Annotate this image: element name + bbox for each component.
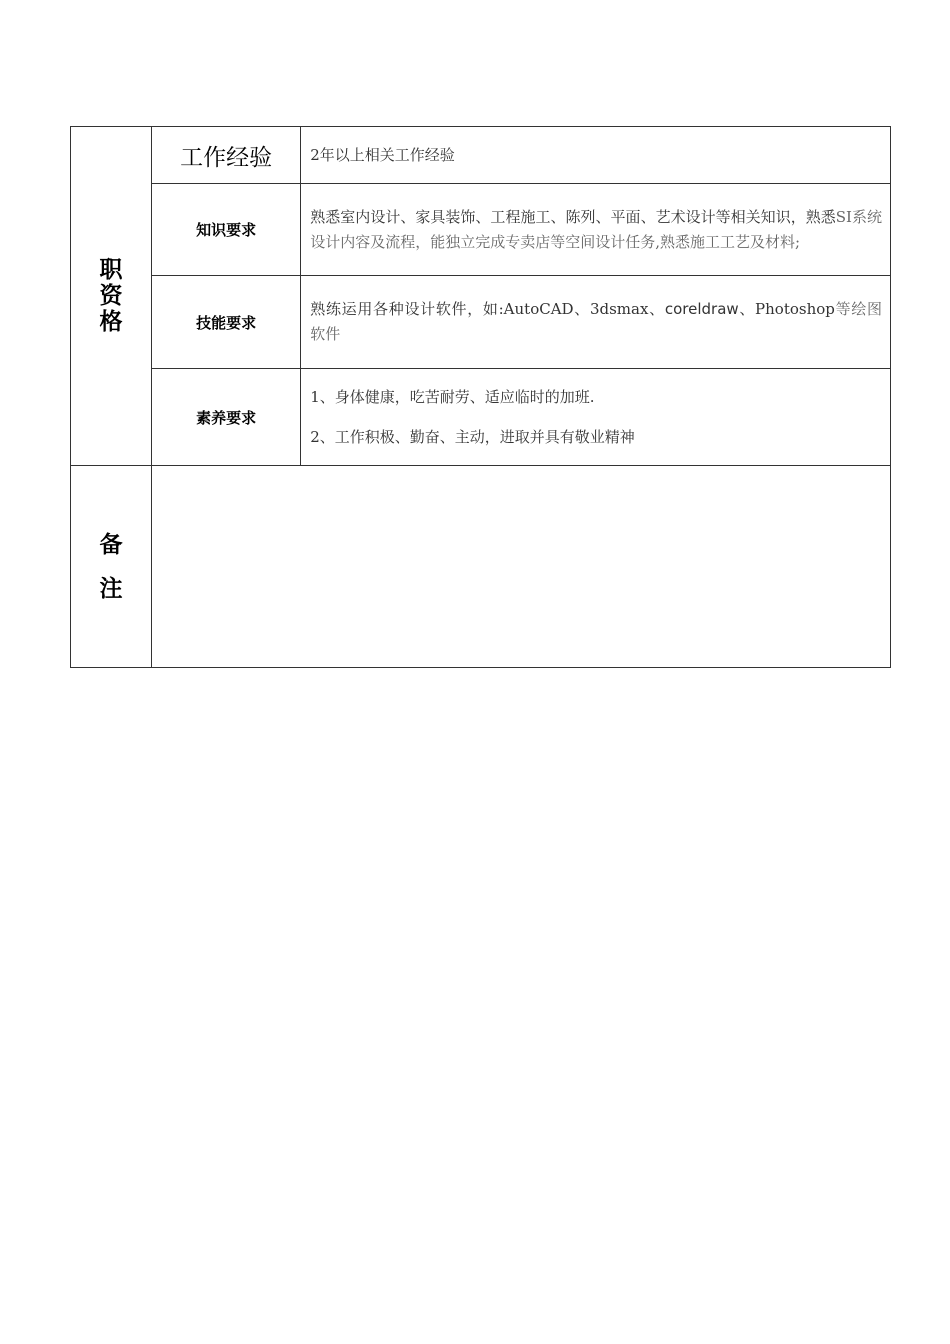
table-row bbox=[71, 369, 891, 466]
label-skills: 技能要求 bbox=[152, 276, 301, 369]
label-quality: 素养要求 bbox=[152, 369, 301, 466]
section-title-remark: 备 注 bbox=[71, 466, 152, 668]
label-work-experience: 工作经验 bbox=[152, 127, 301, 184]
qualification-table bbox=[70, 126, 891, 668]
value-skills: 熟练运用各种设计软件，如:AutoCAD、3dsmax、coreldraw、Photoshop等绘图软件 bbox=[301, 276, 891, 369]
table-row bbox=[71, 184, 891, 276]
table-row bbox=[71, 276, 891, 369]
value-work-experience: 2年以上相关工作经验 bbox=[301, 127, 891, 184]
label-knowledge: 知识要求 bbox=[152, 184, 301, 276]
table-row bbox=[71, 127, 891, 184]
remark-content bbox=[152, 466, 891, 668]
value-quality bbox=[301, 369, 891, 466]
quality-line-1: 1、身体健康，吃苦耐劳、适应临时的加班. bbox=[310, 387, 595, 406]
section-title-qualification: 职 资 格 bbox=[71, 127, 152, 466]
value-knowledge: 熟悉室内设计、家具装饰、工程施工、陈列、平面、艺术设计等相关知识，熟悉SI系统设计内容及流程，能独立完成专卖店等空间设计任务,熟悉施工工艺及材料; bbox=[301, 184, 891, 276]
quality-line-2: 2、工作积极、勤奋、主动，进取并具有敬业精神 bbox=[310, 427, 635, 446]
table-row bbox=[71, 466, 891, 668]
